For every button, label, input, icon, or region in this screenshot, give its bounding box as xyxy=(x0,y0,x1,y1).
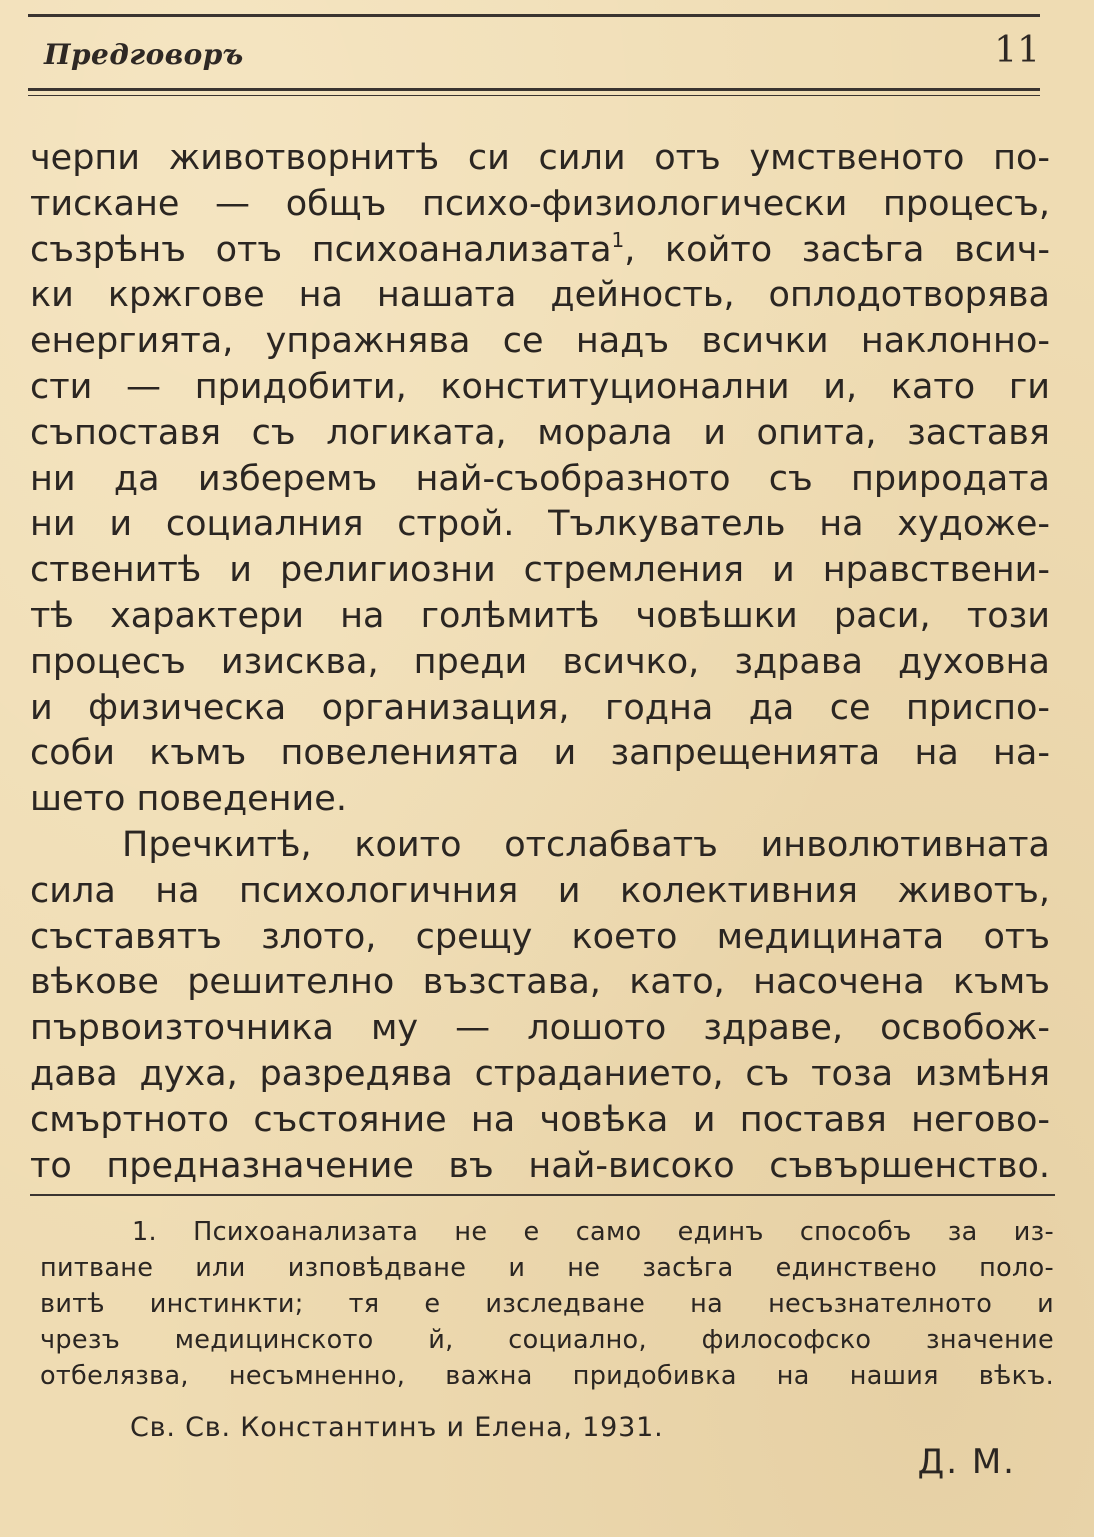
text-line: соби къмъ повеленията и запрещенията на на- xyxy=(30,733,1050,774)
text-line: то предназначение въ най-високо съвършенство. xyxy=(30,1145,1050,1186)
text-line: дава духа, разредява страданието, съ тоза измѣня xyxy=(30,1053,1050,1094)
footnote-line: чрезъ медицинското й, социално, философско значение xyxy=(40,1325,1054,1355)
footnote-line: витѣ инстинкти; тя е изследване на несъзнателното и xyxy=(40,1289,1054,1319)
text-line: ни и социалния строй. Тълкуватель на художе- xyxy=(30,504,1050,545)
footnote xyxy=(40,1214,1054,1394)
running-head: Предговоръ xyxy=(44,38,244,71)
text-line-with-footnote xyxy=(30,228,1050,274)
footnote-rule xyxy=(30,1194,1055,1196)
header-bottom-rule xyxy=(28,88,1040,91)
place-and-date: Св. Св. Константинъ и Елена, 1931. xyxy=(130,1412,664,1443)
footnote-line: отбелязва, несъмненно, важна придобивка на нашия вѣкъ. xyxy=(40,1361,1054,1391)
text-line: ни да изберемъ най-съобразното съ природата xyxy=(30,458,1050,499)
text-line-paragraph-start: Пречкитѣ, които отслабватъ инволютивната xyxy=(122,824,1050,865)
text-line: вѣкове решително възстава, като, насочена къмъ xyxy=(30,962,1050,1003)
text-line-start: съзрѣнъ отъ психоанализата xyxy=(30,229,612,270)
text-line: сила на психологичния и колективния животъ, xyxy=(30,870,1050,911)
author-initials: Д. М. xyxy=(917,1442,1016,1482)
text-line-end: , който засѣга всич- xyxy=(624,229,1050,270)
text-line: тискане — общъ психо-физиологически процесъ, xyxy=(30,183,1050,224)
body-text xyxy=(30,136,1050,1189)
footnote-line: 1. Психоанализата не е само единъ способъ за из- xyxy=(132,1217,1054,1247)
footnote-marker[interactable]: 1 xyxy=(611,227,625,252)
text-line-paragraph-end: шето поведение. xyxy=(30,779,347,820)
header-bottom-rule-thin xyxy=(28,95,1040,96)
text-line: и физическа организация, годна да се приспо- xyxy=(30,687,1050,728)
footnote-line: питване или изповѣдване и не засѣга единствено поло- xyxy=(40,1253,1054,1283)
text-line: черпи животворнитѣ си сили отъ умственото по- xyxy=(30,138,1050,178)
text-line: ственитѣ и религиозни стремления и нравствени- xyxy=(30,550,1050,591)
text-line: първоизточника му — лошото здраве, освобож- xyxy=(30,1008,1050,1049)
text-line: сти — придобити, конституционални и, като ги xyxy=(30,366,1050,407)
text-line: ки кржгове на нашата дейность, оплодотворява xyxy=(30,275,1050,316)
header-top-rule xyxy=(28,14,1040,17)
text-line: процесъ изисква, преди всичко, здрава духовна xyxy=(30,641,1050,682)
text-line: енергията, упражнява се надъ всички наклонно- xyxy=(30,321,1050,362)
text-line: съпоставя съ логиката, морала и опита, заставя xyxy=(30,412,1050,453)
text-line: съставятъ злото, срещу което медицината отъ xyxy=(30,916,1050,957)
text-line: тѣ характери на голѣмитѣ човѣшки раси, този xyxy=(30,595,1050,636)
page-number: 11 xyxy=(994,30,1040,71)
text-line: смъртното състояние на човѣка и поставя негово- xyxy=(30,1099,1050,1140)
